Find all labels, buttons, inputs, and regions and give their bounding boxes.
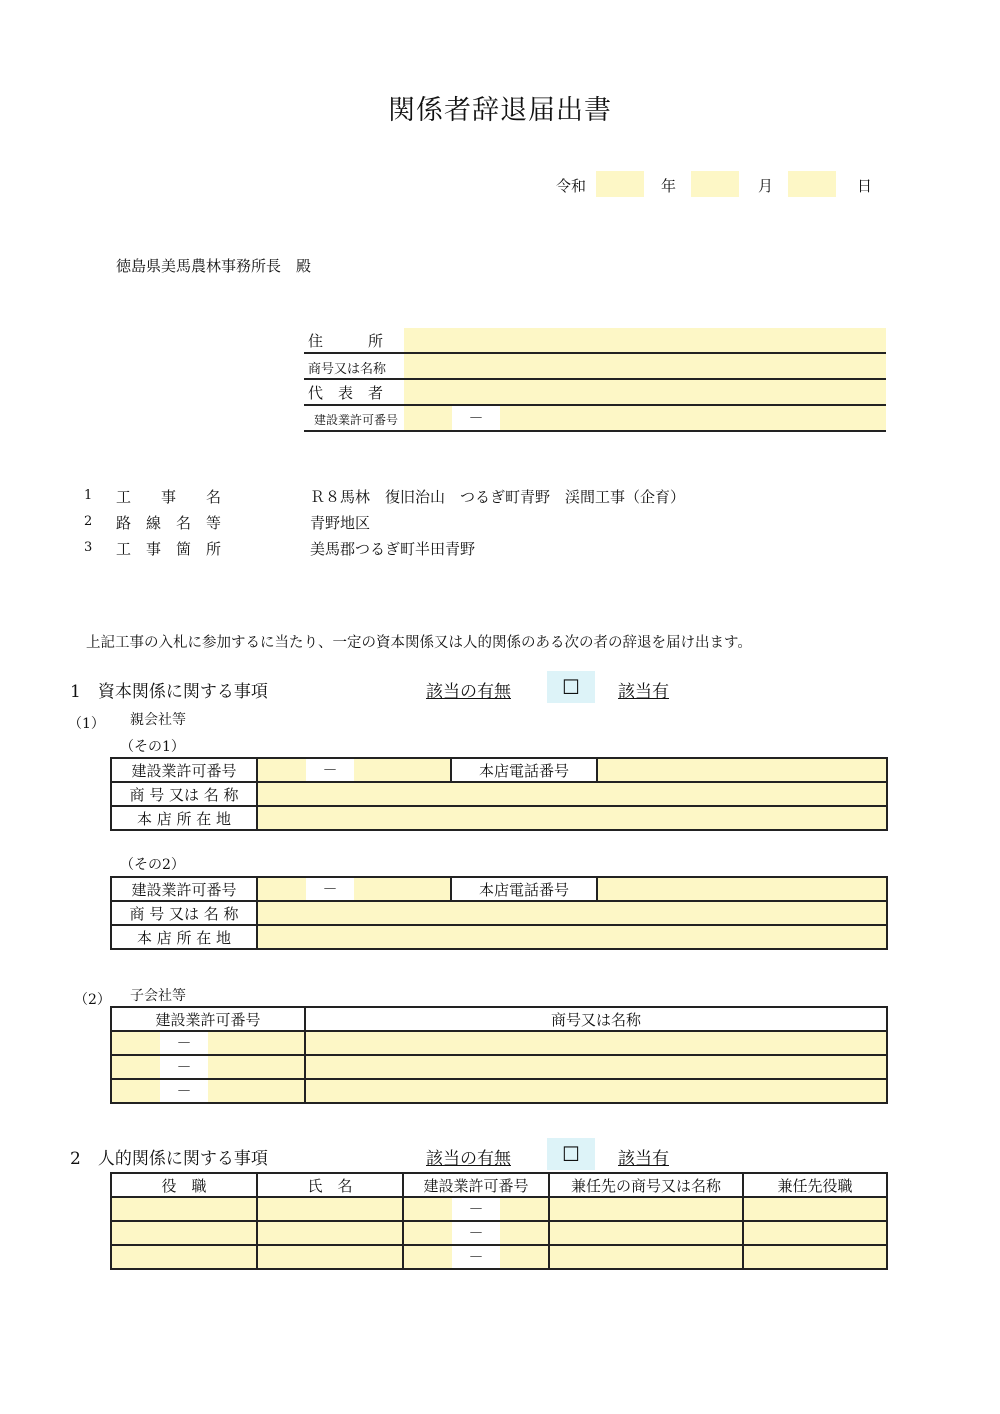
- child-name-header: 商号又は名称: [305, 1007, 887, 1031]
- parent1-permit-number-field[interactable]: [354, 759, 450, 781]
- child3-permit-number-field[interactable]: [208, 1080, 304, 1102]
- child1-permit-dash: －: [176, 1034, 192, 1052]
- sec2-applicable-label: 該当の有無: [426, 1149, 511, 1169]
- applicant-permit-label: 建設業許可番号: [314, 413, 399, 427]
- parent2-permit-prefix-field[interactable]: [258, 878, 306, 900]
- child2-permit-prefix-field[interactable]: [112, 1056, 160, 1078]
- col-concurrent-name-header: 兼任先の商号又は名称: [549, 1173, 743, 1197]
- person3-permit-prefix-field[interactable]: [404, 1246, 452, 1268]
- applicant-permit-row: [304, 406, 886, 432]
- sec1-part2-label: （その2）: [120, 857, 185, 873]
- person1-concurrent-position-field[interactable]: [743, 1197, 887, 1221]
- person2-permit-dash: －: [468, 1224, 484, 1242]
- child2-name-field[interactable]: [305, 1055, 887, 1079]
- project-3-num: 3: [84, 540, 93, 555]
- applicant-permit-dash: －: [468, 409, 484, 427]
- person1-position-field[interactable]: [111, 1197, 257, 1221]
- person2-permit-number-field[interactable]: [500, 1222, 548, 1244]
- parent2-permit-dash: －: [322, 880, 338, 898]
- applicant-permit-number-field[interactable]: [500, 406, 886, 430]
- personnel-table: [110, 1172, 888, 1270]
- applicant-name-label: 商号又は名称: [308, 362, 387, 377]
- applicant-rep-label: 代 表 者: [308, 384, 384, 402]
- parent-table-1: [110, 757, 888, 831]
- sec2-applicable-yes: 該当有: [618, 1149, 669, 1169]
- parent1-hq-field[interactable]: [257, 806, 887, 830]
- sec1-parent-label: 親会社等: [130, 712, 186, 728]
- sec1-sub1-num: （1）: [68, 716, 105, 732]
- sec1-sub2-num: （2）: [74, 992, 111, 1008]
- person2-permit-prefix-field[interactable]: [404, 1222, 452, 1244]
- applicant-address-row: [304, 328, 886, 354]
- parent1-phone-field[interactable]: [597, 758, 887, 782]
- applicant-rep-field[interactable]: [404, 380, 886, 404]
- person1-permit-number-field[interactable]: [500, 1198, 548, 1220]
- table-row: [111, 1245, 887, 1269]
- child3-name-field[interactable]: [305, 1079, 887, 1103]
- parent2-phone-field[interactable]: [597, 877, 887, 901]
- parent1-hq-label: 本 店 所 在 地: [111, 806, 257, 830]
- person3-permit-dash: －: [468, 1248, 484, 1266]
- date-day-label: 日: [857, 177, 873, 195]
- applicant-permit-fields: [404, 406, 886, 430]
- person2-concurrent-name-field[interactable]: [549, 1221, 743, 1245]
- person1-concurrent-name-field[interactable]: [549, 1197, 743, 1221]
- parent1-phone-label: 本店電話番号: [451, 758, 597, 782]
- sec1-child-label: 子会社等: [130, 988, 186, 1004]
- date-month-label: 月: [758, 177, 774, 195]
- person2-position-field[interactable]: [111, 1221, 257, 1245]
- project-1-label: 工 事 名: [116, 488, 222, 506]
- project-2-label: 路 線 名 等: [116, 514, 222, 532]
- project-1-value: Ｒ８馬林 復旧治山 つるぎ町青野 渓間工事（企育）: [310, 488, 686, 506]
- child-table: [110, 1006, 888, 1104]
- parent2-phone-label: 本店電話番号: [451, 877, 597, 901]
- table-row: [111, 1079, 887, 1103]
- date-year-field[interactable]: [596, 171, 644, 197]
- parent1-name-label: 商 号 又は 名 称: [111, 782, 257, 806]
- sec1-part1-label: （その1）: [120, 739, 185, 755]
- person3-permit-number-field[interactable]: [500, 1246, 548, 1268]
- applicant-permit-prefix-field[interactable]: [404, 406, 452, 430]
- applicant-name-field[interactable]: [404, 354, 886, 378]
- parent-table-2: [110, 876, 888, 950]
- date-era-label: 令和: [556, 177, 587, 195]
- parent2-hq-field[interactable]: [257, 925, 887, 949]
- child-permit-header: 建設業許可番号: [111, 1007, 305, 1031]
- child2-permit-dash: －: [176, 1058, 192, 1076]
- sec1-applicable-label: 該当の有無: [426, 682, 511, 702]
- child3-permit-dash: －: [176, 1082, 192, 1100]
- person3-concurrent-name-field[interactable]: [549, 1245, 743, 1269]
- child1-permit-number-field[interactable]: [208, 1032, 304, 1054]
- table-row: [111, 1197, 887, 1221]
- table-row: [111, 1221, 887, 1245]
- sec1-applicable-yes: 該当有: [618, 682, 669, 702]
- parent2-permit-number-field[interactable]: [354, 878, 450, 900]
- applicant-name-row: [304, 354, 886, 380]
- parent2-hq-label: 本 店 所 在 地: [111, 925, 257, 949]
- child3-permit-prefix-field[interactable]: [112, 1080, 160, 1102]
- person1-name-field[interactable]: [257, 1197, 403, 1221]
- project-3-value: 美馬郡つるぎ町半田青野: [310, 540, 476, 558]
- statement: 上記工事の入札に参加するに当たり、一定の資本関係又は人的関係のある次の者の辞退を届け出ます。: [86, 635, 752, 651]
- col-concurrent-position-header: 兼任先役職: [743, 1173, 887, 1197]
- project-2-value: 青野地区: [310, 514, 371, 532]
- date-month-field[interactable]: [691, 171, 739, 197]
- parent2-permit-cell: [257, 877, 451, 901]
- sec1-heading: 1 資本関係に関する事項: [70, 682, 268, 702]
- person1-permit-prefix-field[interactable]: [404, 1198, 452, 1220]
- person2-name-field[interactable]: [257, 1221, 403, 1245]
- applicant-address-label: 住 所: [308, 332, 384, 350]
- parent1-permit-label: 建設業許可番号: [111, 758, 257, 782]
- sec2-heading: 2 人的関係に関する事項: [70, 1149, 268, 1169]
- child2-permit-number-field[interactable]: [208, 1056, 304, 1078]
- parent2-name-label: 商 号 又は 名 称: [111, 901, 257, 925]
- applicant-address-field[interactable]: [404, 328, 886, 352]
- project-1-num: 1: [84, 488, 93, 503]
- person3-position-field[interactable]: [111, 1245, 257, 1269]
- parent2-name-field[interactable]: [257, 901, 887, 925]
- page-title: 関係者辞退届出書: [388, 95, 612, 126]
- parent1-permit-prefix-field[interactable]: [258, 759, 306, 781]
- col-position-header: 役 職: [111, 1173, 257, 1197]
- person2-concurrent-position-field[interactable]: [743, 1221, 887, 1245]
- parent1-permit-dash: －: [322, 761, 338, 779]
- sec2-checkbox[interactable]: ☐: [547, 1138, 595, 1170]
- sec1-checkbox[interactable]: ☐: [547, 671, 595, 703]
- applicant-rep-row: [304, 380, 886, 406]
- date-year-label: 年: [661, 177, 677, 195]
- child1-permit-prefix-field[interactable]: [112, 1032, 160, 1054]
- project-3-label: 工 事 箇 所: [116, 540, 222, 558]
- project-2-num: 2: [84, 514, 93, 529]
- parent2-permit-label: 建設業許可番号: [111, 877, 257, 901]
- col-fullname-header: 氏 名: [257, 1173, 403, 1197]
- parent1-permit-cell: [257, 758, 451, 782]
- col-permit-header: 建設業許可番号: [403, 1173, 549, 1197]
- addressee: 徳島県美馬農林事務所長 殿: [116, 257, 312, 275]
- child1-name-field[interactable]: [305, 1031, 887, 1055]
- person3-name-field[interactable]: [257, 1245, 403, 1269]
- table-row: [111, 1031, 887, 1055]
- person1-permit-dash: －: [468, 1200, 484, 1218]
- parent1-name-field[interactable]: [257, 782, 887, 806]
- date-day-field[interactable]: [788, 171, 836, 197]
- table-row: [111, 1055, 887, 1079]
- person3-concurrent-position-field[interactable]: [743, 1245, 887, 1269]
